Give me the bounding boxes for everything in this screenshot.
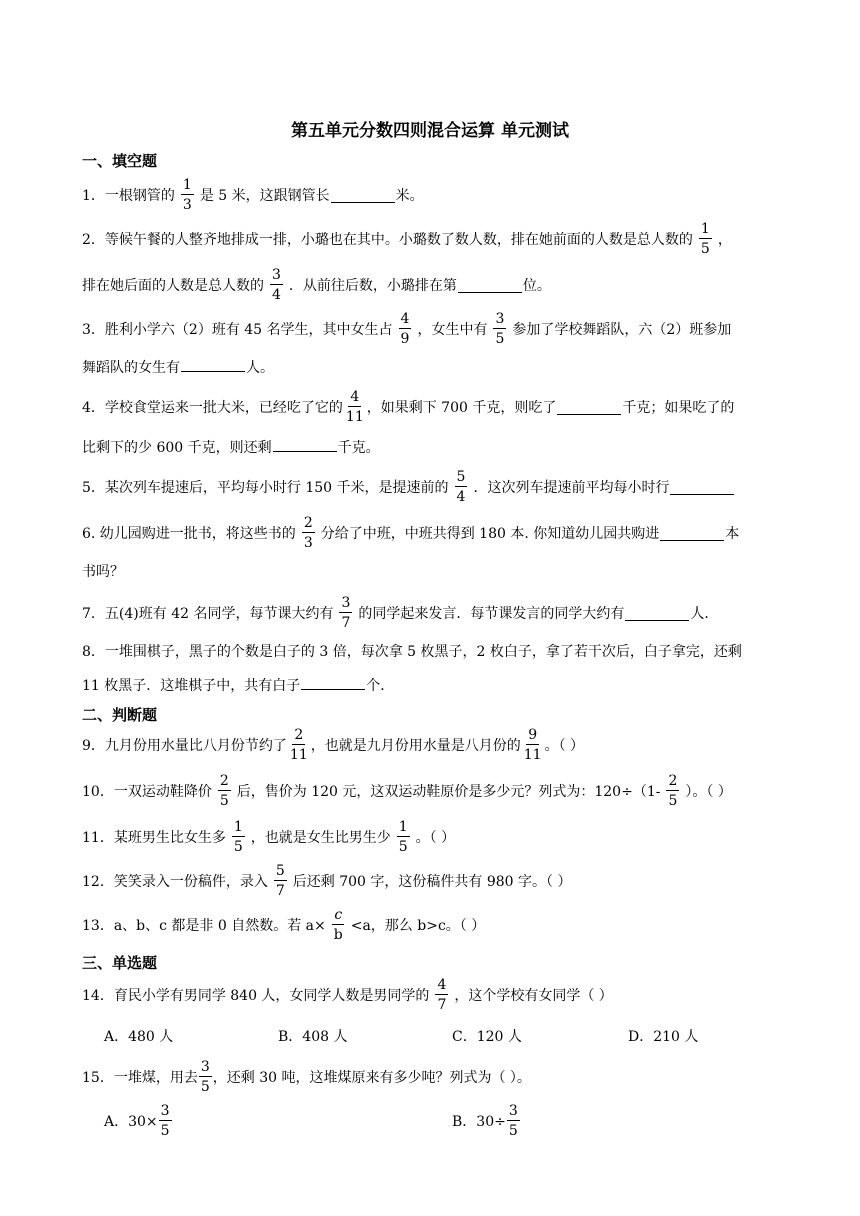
q5-text-a: 5．某次列车提速后，平均每小时行 150 千米，是提速前的 [82,480,449,496]
question-5 [82,464,735,510]
q5-answer-blank[interactable] [670,480,734,495]
q2-fraction-1: $\frac{1}{5}$ [700,221,710,257]
q15-text-a: 15．一堆煤，用去 [82,1070,198,1086]
q3-text-c: 参加了学校舞蹈队，六（2）班参加 [512,322,732,338]
q2-fraction-2: $\frac{3}{4}$ [272,267,281,303]
q9-text-c[interactable]: 。（ ） [544,738,585,754]
q14-text-a: 14．育民小学有男同学 840 人，女同学人数是男同学的 [82,988,430,1004]
q14-fraction: $\frac{4}{7}$ [437,977,447,1013]
q6-text-c: 本 [725,526,740,542]
q11-fraction-1: $\frac{1}{5}$ [233,819,243,855]
q5-text-b: ．这次列车提速前平均每小时行 [473,480,670,496]
q4-text-a: 4．学校食堂运来一批大米，已经吃了它的 [82,400,343,416]
question-6-cont [82,560,124,584]
q5-fraction: $\frac{5}{4}$ [456,469,466,505]
question-11 [82,814,455,860]
q1-text-b: 是 5 米，这跟钢管长 [199,188,330,204]
q9-fraction-1: $\frac{2}{11}$ [289,727,308,763]
q3-text-e: 人。 [246,360,274,376]
q6-text-e: 书吗？ [82,564,124,580]
q9-text-b: ，也就是九月份用水量是八月份的 [310,738,521,754]
q8-text-c: 个． [366,678,395,694]
q2-text-b: ， [717,232,732,248]
q10-fraction-2: $\frac{2}{5}$ [668,773,678,809]
question-15 [82,1054,531,1100]
q10-text-c[interactable]: ）。（ ） [685,784,732,800]
q7-fraction: $\frac{3}{7}$ [341,595,351,631]
question-1 [82,172,424,218]
q7-text-a: 7．五(4)班有 42 名同学，每节课大约有 [82,606,334,622]
question-10 [82,768,732,814]
question-13 [82,902,485,948]
q4-answer-blank-1[interactable] [557,400,621,415]
q13-text-b[interactable]: <a，那么 b>c。（ ） [350,918,486,934]
q15-fraction: $\frac{3}{5}$ [200,1059,210,1095]
q6-fraction: $\frac{2}{3}$ [303,515,313,551]
q14-option-b[interactable]: B．408 人 [278,1029,348,1045]
q4-fraction: $\frac{4}{11}$ [345,389,364,425]
section-fill-in: 一、填空题 [82,152,158,170]
q12-fraction: $\frac{5}{7}$ [275,863,285,899]
q15-option-a[interactable] [104,1098,173,1144]
question-4-cont [82,436,380,460]
q12-text-a: 12．笑笑录入一份稿件，录入 [82,874,268,890]
q10-fraction-1: $\frac{2}{5}$ [219,773,229,809]
section-single-choice: 三、单选题 [82,954,158,972]
q3-text-d: 舞蹈队的女生有 [82,360,180,376]
q6-text-a: 6. 幼儿园购进一批书，将这些书的 [82,526,296,542]
q12-text-b[interactable]: 后还剩 700 字，这份稿件共有 980 字。（ ） [292,874,572,890]
q10-text-a: 10．一双运动鞋降价 [82,784,212,800]
q8-text-a: 8．一堆围棋子，黑子的个数是白子的 3 倍，每次拿 5 枚黑子，2 枚白子，拿了若干次后，白子拿完，还剩 [82,644,742,660]
section-true-false: 二、判断题 [82,706,158,724]
question-8-cont [82,674,394,698]
q4-text-b: ，如果剩下 700 千克，则吃了 [366,400,557,416]
question-2 [82,216,732,262]
q10-text-b: 后，售价为 120 元，这双运动鞋原价是多少元？列式为：120÷（1- [236,784,661,800]
q8-text-b: 11 枚黑子．这堆棋子中，共有白子 [82,678,301,694]
q15-option-b[interactable] [452,1098,521,1144]
question-9 [82,722,584,768]
q11-text-b: ，也就是女生比男生少 [250,830,391,846]
q13-fraction: $\frac{c}{b}$ [333,907,343,943]
q15-option-b-fraction: $\frac{3}{5}$ [508,1103,518,1139]
q2-text-a: 2．等候午餐的人整齐地排成一排，小璐也在其中。小璐数了数人数，排在她前面的人数是总人数的 [82,232,693,248]
question-6 [82,510,739,556]
question-7 [82,590,718,636]
q4-text-f: 千克。 [337,440,380,456]
q1-answer-blank[interactable] [331,188,395,203]
question-3 [82,306,731,352]
q2-text-f: 位。 [522,278,551,294]
q4-text-e: 比剩下的少 600 千克，则还剩 [82,440,272,456]
q7-text-c: 人． [690,606,719,622]
q1-text-a: 1．一根钢管的 [82,188,175,204]
q3-fraction-1: $\frac{4}{9}$ [400,311,410,347]
q1-fraction: $\frac{1}{3}$ [182,177,192,213]
q15-option-b-text: B．30÷ [452,1114,506,1130]
q7-text-b: 的同学起来发言．每节课发言的同学大约有 [358,606,625,622]
q11-text-c[interactable]: 。（ ） [415,830,456,846]
question-3-cont [82,356,274,380]
q2-text-c: 排在她后面的人数是总人数的 [82,278,264,294]
q15-option-a-text: A．30× [104,1114,158,1130]
q3-text-b: ，女生中有 [417,322,488,338]
q2-answer-blank[interactable] [458,278,522,293]
q13-text-a: 13．a、b、c 都是非 0 自然数。若 a× [82,918,326,934]
q15-option-a-fraction: $\frac{3}{5}$ [160,1103,170,1139]
q11-text-a: 11．某班男生比女生多 [82,830,226,846]
page-title: 第五单元分数四则混合运算 单元测试 [291,121,569,141]
q11-fraction-2: $\frac{1}{5}$ [398,819,408,855]
q1-text-c: 米。 [395,188,424,204]
q4-answer-blank-2[interactable] [273,437,337,452]
q4-text-c: 千克；如果吃了的 [622,400,735,416]
q7-answer-blank[interactable] [625,606,689,621]
q6-text-b: 分给了中班，中班共得到 180 本. 你知道幼儿园共购进 [320,526,660,542]
q14-option-d[interactable]: D．210 人 [628,1029,699,1045]
question-14 [82,972,613,1018]
q14-option-c[interactable]: C．120 人 [452,1029,522,1045]
question-12 [82,858,571,904]
question-8 [82,640,742,664]
q14-text-b: ，这个学校有女同学（ ） [454,988,613,1004]
q9-text-a: 9．九月份用水量比八月份节约了 [82,738,287,754]
q6-answer-blank[interactable] [660,526,724,541]
question-4 [82,384,734,430]
q3-answer-blank[interactable] [181,357,245,372]
q3-text-a: 3．胜利小学六（2）班有 45 名学生，其中女生占 [82,322,393,338]
q15-text-b: ，还剩 30 吨，这堆煤原来有多少吨？列式为（ ）。 [212,1070,531,1086]
q3-fraction-2: $\frac{3}{5}$ [495,311,505,347]
q14-option-a[interactable]: A．480 人 [104,1029,174,1045]
q8-answer-blank[interactable] [301,675,365,690]
q2-text-e: ．从前往后数，小璐排在第 [288,278,457,294]
question-2-cont [82,262,551,308]
q9-fraction-2: $\frac{9}{11}$ [523,727,542,763]
